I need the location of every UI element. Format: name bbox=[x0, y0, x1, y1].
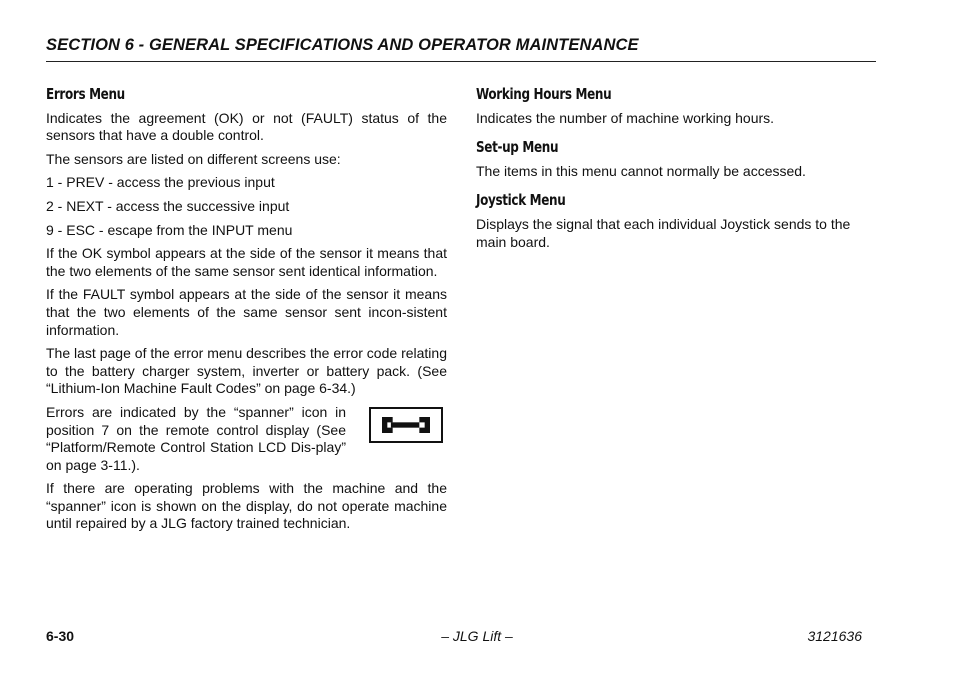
setup-menu-heading: Set-up Menu bbox=[476, 138, 559, 157]
spanner-block bbox=[46, 404, 447, 474]
setup-menu-paragraph: The items in this menu cannot normally be accessed. bbox=[476, 162, 806, 179]
working-hours-heading: Working Hours Menu bbox=[476, 85, 612, 103]
spanner-paragraph: Errors are indicated by the “spanner” icon in position 7 on the remote control display (See “Platform/Remote Control Station LCD Dis-play” on page 3-11.). bbox=[46, 403, 346, 473]
right-column bbox=[476, 86, 877, 251]
footer-center-text: – JLG Lift – bbox=[441, 628, 513, 644]
ok-symbol-paragraph: If the OK symbol appears at the side of the sensor it means that the two elements of the same sensor sent identical information. bbox=[46, 245, 447, 279]
joystick-menu-heading: Joystick Menu bbox=[476, 191, 566, 210]
working-hours-paragraph: Indicates the number of machine working hours. bbox=[476, 109, 775, 126]
errors-menu-heading: Errors Menu bbox=[46, 85, 125, 103]
list-item-esc: 9 - ESC - escape from the INPUT menu bbox=[46, 221, 293, 238]
header-divider bbox=[46, 61, 876, 62]
sensors-screens-paragraph: The sensors are listed on different screens use: bbox=[46, 150, 341, 167]
fault-symbol-paragraph: If the FAULT symbol appears at the side of the sensor it means that the two elements of the same sensor sent incon-sistent information. bbox=[46, 286, 447, 338]
list-item-next: 2 - NEXT - access the successive input bbox=[46, 197, 290, 214]
last-page-paragraph: The last page of the error menu describes the error code relating to the battery charger system, inverter or battery pack. (See “Lithium-Ion Machine Fault Codes” on page 6-34.) bbox=[46, 345, 447, 397]
section-title: SECTION 6 - GENERAL SPECIFICATIONS AND OPERATOR MAINTENANCE bbox=[46, 36, 639, 54]
spanner-icon bbox=[369, 407, 443, 443]
operating-problems-paragraph: If there are operating problems with the machine and the “spanner” icon is shown on the display, do not operate machine until repaired by a JLG factory trained technician. bbox=[46, 480, 447, 532]
joystick-menu-paragraph: Displays the signal that each individual Joystick sends to the main board. bbox=[476, 215, 851, 250]
left-column bbox=[46, 86, 447, 533]
page-number: 6-30 bbox=[46, 628, 75, 644]
list-item-prev: 1 - PREV - access the previous input bbox=[46, 174, 275, 191]
errors-intro-paragraph: Indicates the agreement (OK) or not (FAULT) status of the sensors that have a double control. bbox=[46, 109, 447, 144]
document-number: 3121636 bbox=[807, 628, 862, 644]
